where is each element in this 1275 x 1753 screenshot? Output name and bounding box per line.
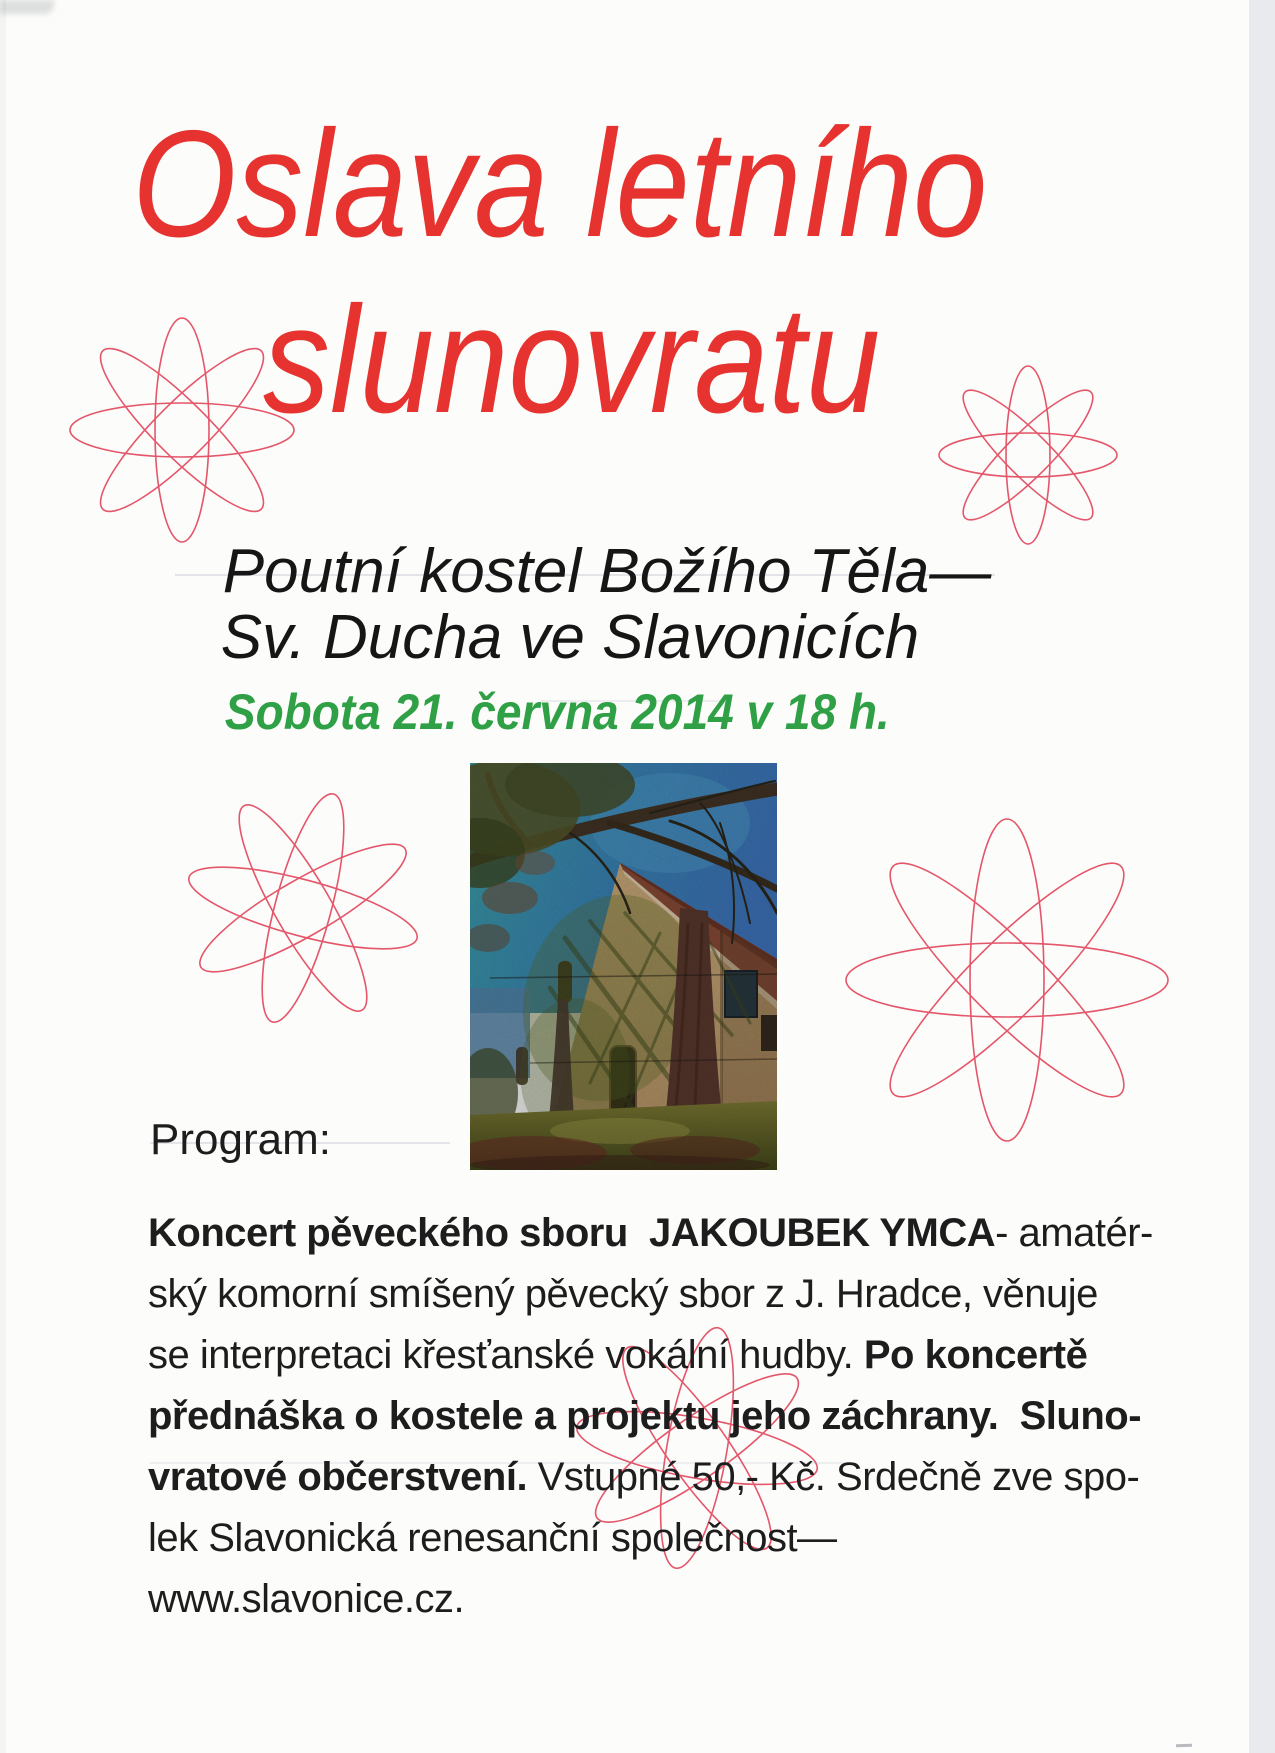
scanner-corner-smudge [0, 0, 54, 14]
paragraph-line: vratové občerstvení. Vstupné 50,- Kč. Srdečně zve spo- [148, 1455, 1140, 1499]
event-date [7, 684, 1107, 740]
flower-rosette [846, 819, 1168, 1141]
scanner-bottom-mark [1176, 1744, 1192, 1748]
venue-line-1: Poutní kostel Božího Těla— [222, 537, 992, 606]
church-photo [470, 763, 777, 1170]
scanner-left-edge [0, 0, 6, 1753]
paragraph-line: ský komorní smíšený pěvecký sbor z J. Hradce, věnuje [148, 1272, 1098, 1316]
page-title-line-2 [22, 275, 1122, 445]
paragraph-line: se interpretaci křesťanské vokální hudby. Po koncertě [148, 1333, 1088, 1377]
paragraph-line: Koncert pěveckého sboru JAKOUBEK YMCA- amatér- [148, 1211, 1153, 1255]
program-paragraph [148, 1203, 1153, 1630]
paragraph-line: www.slavonice.cz. [148, 1577, 465, 1621]
page-title-text-2: slunovratu [263, 275, 881, 445]
event-date-text: Sobota 21. června 2014 v 18 h. [224, 684, 890, 740]
paragraph-line: lek Slavonická renesanční společnost— [148, 1516, 837, 1560]
program-heading: Program: [150, 1115, 331, 1164]
paragraph-line: přednáška o kostele a projektu jeho záchrany. Sluno- [148, 1394, 1142, 1438]
page-title-line-1 [10, 99, 1110, 269]
venue-line-2: Sv. Ducha ve Slavonicích [220, 603, 920, 672]
scanner-edge-band [1249, 0, 1275, 1753]
page-title-text-1: Oslava letního [132, 99, 988, 269]
flower-rosette [158, 763, 447, 1052]
